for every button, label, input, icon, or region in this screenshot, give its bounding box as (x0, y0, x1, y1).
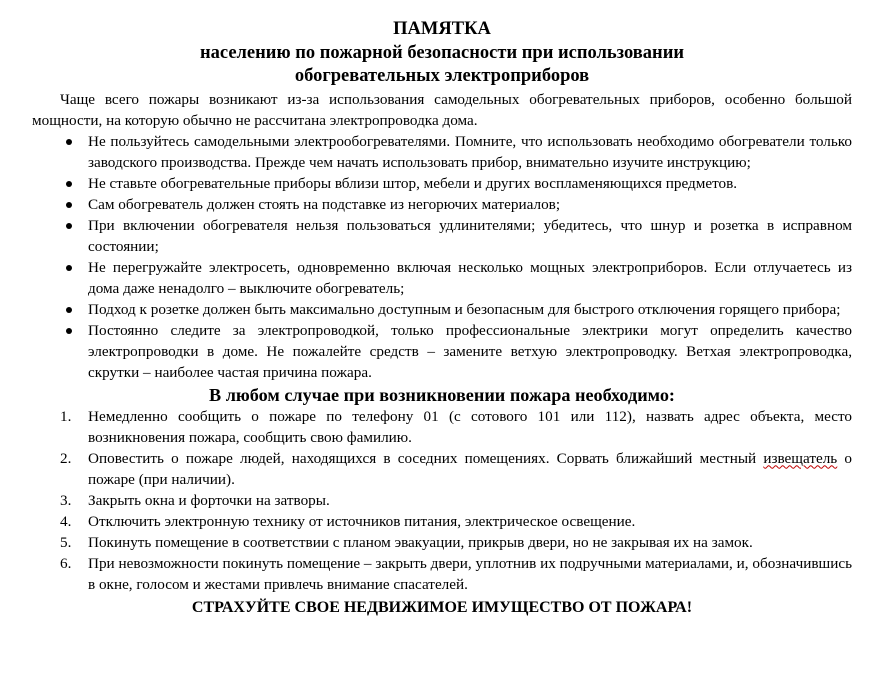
bullet-icon (66, 202, 72, 208)
rule-text: Не перегружайте электросеть, одновременно включая несколько мощных электроприборов. Если отлучаетесь из дома даже ненадолго – выключите обогреватель; (88, 258, 852, 297)
rule-text: Не ставьте обогревательные приборы вблизи штор, мебели и других воспламеняющихся предметов. (88, 174, 738, 192)
step-text: Закрыть окна и форточки на затворы. (88, 491, 330, 509)
step-text: Покинуть помещение в соответствии с планом эвакуации, прикрыв двери, но не закрывая их на замок. (88, 533, 753, 551)
list-item (32, 257, 852, 299)
list-item (32, 511, 852, 532)
intro-paragraph: Чаще всего пожары возникают из-за использования самодельных обогревательных приборов, особенно большой мощности, на которую обычно не рассчитана электропроводка дома. (32, 90, 852, 129)
bullet-icon (66, 181, 72, 187)
rule-text: Не пользуйтесь самодельными электрообогревателями. Помните, что использовать необходимо обогреватели только заводского производства. Прежде чем начать использовать прибор, внимательно изучите инструкцию; (88, 132, 852, 171)
document-subtitle-line-1: населению по пожарной безопасности при использовании (199, 42, 685, 63)
list-item (32, 299, 852, 320)
fire-section-heading: В любом случае при возникновении пожара необходимо: (209, 384, 675, 405)
list-item (32, 131, 852, 173)
step-text: Немедленно сообщить о пожаре по телефону 01 (с сотового 101 или 112), назвать адрес объекта, место возникновения пожара, сообщить свою фамилию. (88, 407, 852, 446)
document-title: ПАМЯТКА (393, 19, 491, 39)
step-text-part: о пожаре (при наличии). (88, 449, 853, 488)
bullet-icon (66, 328, 72, 334)
closing-slogan: СТРАХУЙТЕ СВОЕ НЕДВИЖИМОЕ ИМУЩЕСТВО ОТ ПОЖАРА! (191, 598, 693, 616)
list-item (32, 173, 852, 194)
list-item (32, 215, 852, 257)
list-item (32, 532, 852, 553)
step-number: 6. (60, 554, 72, 572)
fire-steps-list (32, 406, 852, 595)
list-item (32, 320, 852, 383)
document-subtitle-line-2: обогревательных электроприборов (294, 66, 590, 86)
step-text-part: Оповестить о пожаре людей, находящихся в соседних помещениях. Сорвать ближайший местный (88, 449, 764, 467)
bullet-icon (66, 139, 72, 145)
spellcheck-marked-word: извещатель (763, 449, 838, 467)
rule-text: Сам обогреватель должен стоять на подставке из негорючих материалов; (88, 195, 561, 213)
bullet-icon (66, 265, 72, 271)
rule-text: Подход к розетке должен быть максимально доступным и безопасным для быстрого отключения горящего прибора; (88, 300, 841, 318)
list-item (32, 553, 852, 595)
rule-text: Постоянно следите за электропроводкой, только профессиональные электрики могут определить качество электропроводки в доме. Не пожалейте средств – замените ветхую электропроводку. Ветхая электропроводка, скрутки – наиболее частая причина пожара. (88, 321, 852, 381)
step-number: 5. (60, 533, 72, 551)
bullet-icon (66, 223, 72, 229)
step-text (88, 450, 852, 488)
step-text: При невозможности покинуть помещение – закрыть двери, уплотнив их подручными материалами, и, обозначившись в окне, голосом и жестами привлечь внимание спасателей. (88, 554, 852, 593)
list-item (32, 448, 852, 490)
step-number: 2. (60, 449, 72, 467)
step-number: 3. (60, 491, 72, 509)
rule-text: При включении обогревателя нельзя пользоваться удлинителями; убедитесь, что шнур и розетка в исправном состоянии; (88, 216, 852, 255)
step-number: 4. (60, 512, 72, 530)
list-item (32, 490, 852, 511)
step-number: 1. (60, 407, 72, 425)
list-item (32, 406, 852, 448)
safety-rules-list (32, 131, 852, 383)
list-item (32, 194, 852, 215)
step-text: Отключить электронную технику от источников питания, электрическое освещение. (88, 512, 636, 530)
bullet-icon (66, 307, 72, 313)
